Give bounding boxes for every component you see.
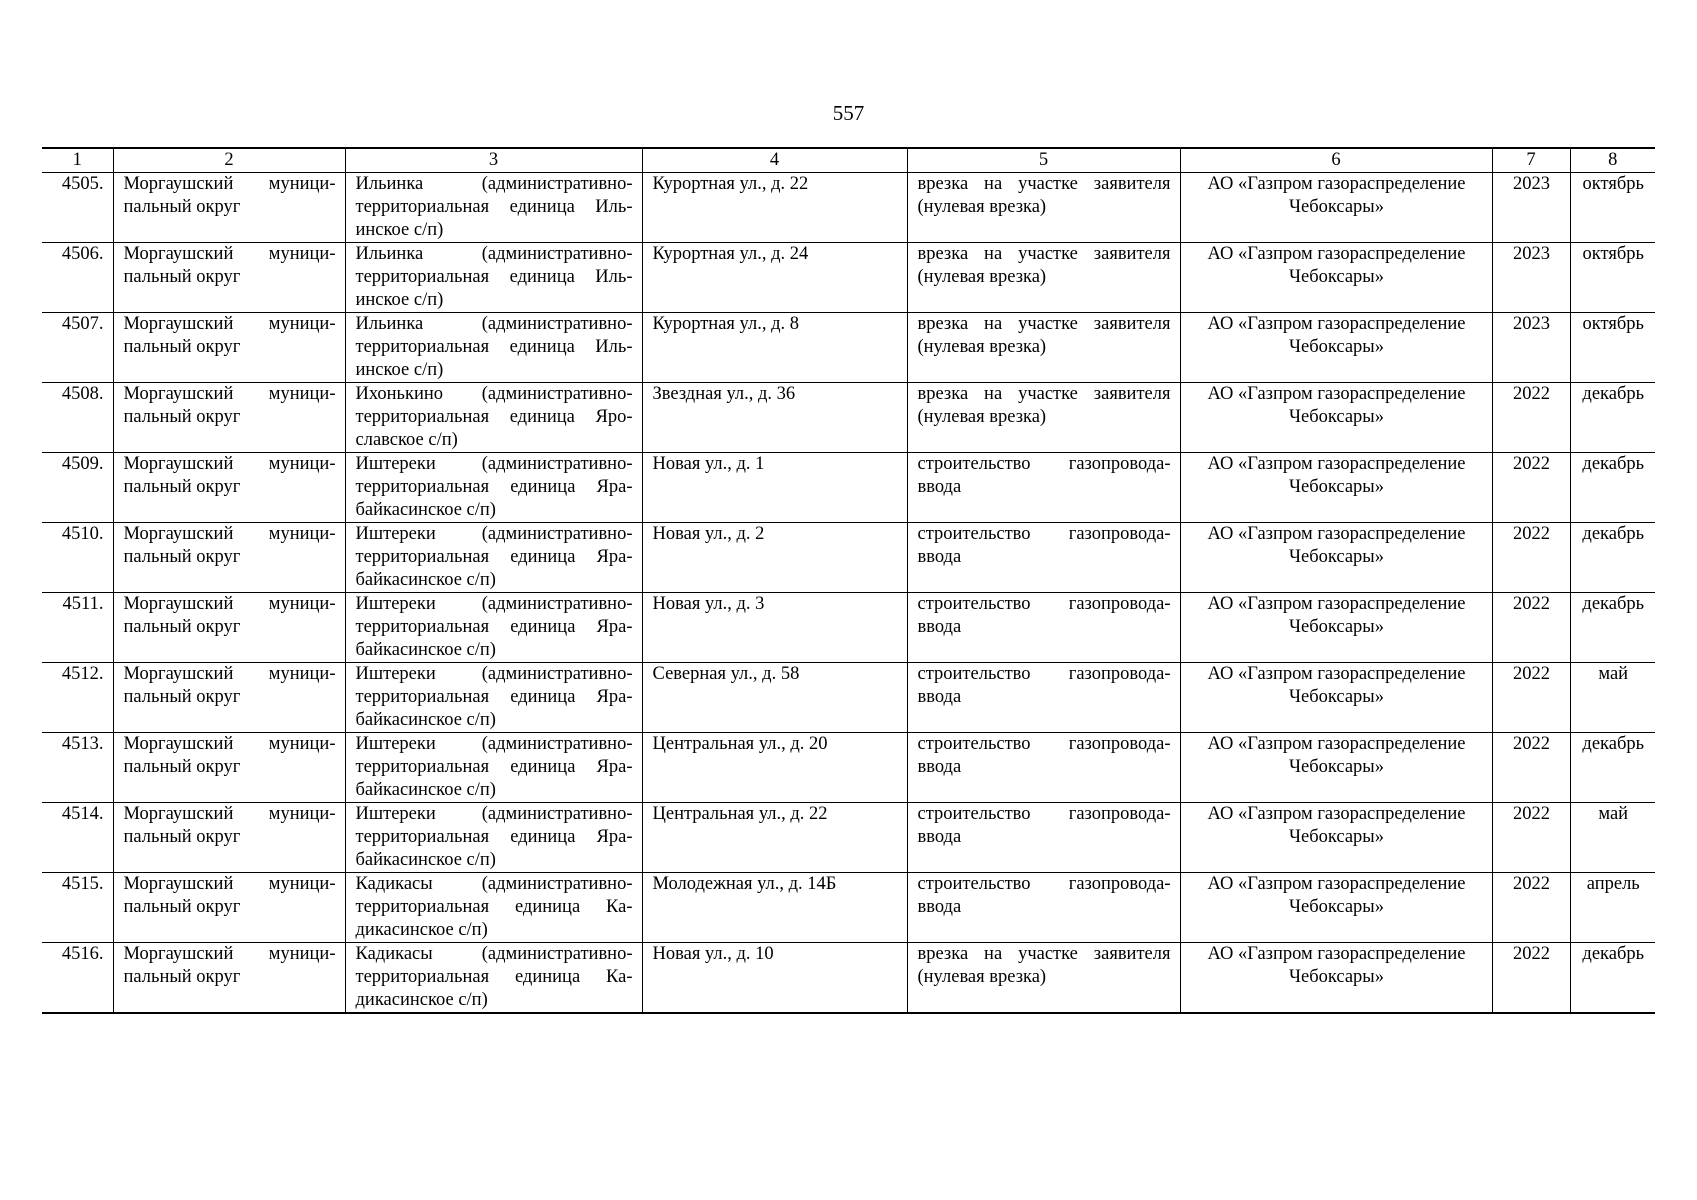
column-number: 5 [907, 148, 1180, 173]
organization-cell: АО «Газпром газораспределение Чебоксары» [1180, 243, 1492, 313]
year-cell: 2022 [1492, 803, 1570, 873]
row-number: 4515. [42, 873, 113, 943]
work-type-cell: строительство газопровода-ввода [907, 873, 1180, 943]
work-type-cell: врезка на участке заявителя (нулевая врезка) [907, 313, 1180, 383]
row-number: 4512. [42, 663, 113, 733]
address-cell: Новая ул., д. 2 [642, 523, 907, 593]
table-row [42, 243, 1655, 313]
address-cell: Новая ул., д. 3 [642, 593, 907, 663]
row-number: 4508. [42, 383, 113, 453]
organization-cell: АО «Газпром газораспределение Чебоксары» [1180, 593, 1492, 663]
table-row [42, 383, 1655, 453]
work-type-cell: строительство газопровода-ввода [907, 733, 1180, 803]
row-number: 4513. [42, 733, 113, 803]
organization-cell: АО «Газпром газораспределение Чебоксары» [1180, 803, 1492, 873]
year-cell: 2022 [1492, 383, 1570, 453]
address-cell: Центральная ул., д. 22 [642, 803, 907, 873]
municipality-cell: Моргаушский муници-пальный округ [113, 173, 345, 243]
month-cell: декабрь [1570, 733, 1655, 803]
table-row [42, 313, 1655, 383]
settlement-cell: Кадикасы (административно-территориальная единица Ка-дикасинское с/п) [345, 873, 642, 943]
row-number: 4505. [42, 173, 113, 243]
column-number: 7 [1492, 148, 1570, 173]
table-row [42, 803, 1655, 873]
settlement-cell: Кадикасы (административно-территориальная единица Ка-дикасинское с/п) [345, 943, 642, 1014]
year-cell: 2022 [1492, 453, 1570, 523]
row-number: 4511. [42, 593, 113, 663]
municipality-cell: Моргаушский муници-пальный округ [113, 663, 345, 733]
column-number: 8 [1570, 148, 1655, 173]
month-cell: декабрь [1570, 523, 1655, 593]
municipality-cell: Моргаушский муници-пальный округ [113, 803, 345, 873]
column-number: 1 [42, 148, 113, 173]
month-cell: декабрь [1570, 943, 1655, 1014]
work-type-cell: строительство газопровода-ввода [907, 523, 1180, 593]
address-cell: Новая ул., д. 1 [642, 453, 907, 523]
address-cell: Звездная ул., д. 36 [642, 383, 907, 453]
work-type-cell: врезка на участке заявителя (нулевая врезка) [907, 383, 1180, 453]
organization-cell: АО «Газпром газораспределение Чебоксары» [1180, 733, 1492, 803]
municipality-cell: Моргаушский муници-пальный округ [113, 383, 345, 453]
municipality-cell: Моргаушский муници-пальный округ [113, 733, 345, 803]
organization-cell: АО «Газпром газораспределение Чебоксары» [1180, 453, 1492, 523]
work-type-cell: врезка на участке заявителя (нулевая врезка) [907, 943, 1180, 1014]
year-cell: 2023 [1492, 173, 1570, 243]
work-type-cell: строительство газопровода-ввода [907, 453, 1180, 523]
settlement-cell: Ихонькино (административно-территориальная единица Яро-славское с/п) [345, 383, 642, 453]
address-cell: Курортная ул., д. 24 [642, 243, 907, 313]
work-type-cell: строительство газопровода-ввода [907, 803, 1180, 873]
table-row [42, 873, 1655, 943]
month-cell: октябрь [1570, 173, 1655, 243]
row-number: 4509. [42, 453, 113, 523]
work-type-cell: врезка на участке заявителя (нулевая врезка) [907, 243, 1180, 313]
table-row [42, 173, 1655, 243]
work-type-cell: строительство газопровода-ввода [907, 593, 1180, 663]
column-number: 3 [345, 148, 642, 173]
month-cell: октябрь [1570, 243, 1655, 313]
column-number: 2 [113, 148, 345, 173]
address-cell: Курортная ул., д. 8 [642, 313, 907, 383]
year-cell: 2022 [1492, 733, 1570, 803]
settlement-cell: Иштереки (административно-территориальная единица Яра-байкасинское с/п) [345, 593, 642, 663]
row-number: 4516. [42, 943, 113, 1014]
year-cell: 2022 [1492, 593, 1570, 663]
page-number: 557 [832, 101, 865, 125]
table-row [42, 453, 1655, 523]
month-cell: декабрь [1570, 383, 1655, 453]
settlement-cell: Иштереки (административно-территориальная единица Яра-байкасинское с/п) [345, 663, 642, 733]
month-cell: май [1570, 803, 1655, 873]
organization-cell: АО «Газпром газораспределение Чебоксары» [1180, 523, 1492, 593]
municipality-cell: Моргаушский муници-пальный округ [113, 453, 345, 523]
municipality-cell: Моргаушский муници-пальный округ [113, 873, 345, 943]
row-number: 4510. [42, 523, 113, 593]
organization-cell: АО «Газпром газораспределение Чебоксары» [1180, 313, 1492, 383]
organization-cell: АО «Газпром газораспределение Чебоксары» [1180, 383, 1492, 453]
table-row [42, 523, 1655, 593]
month-cell: декабрь [1570, 593, 1655, 663]
table-row [42, 593, 1655, 663]
settlement-cell: Ильинка (административно-территориальная единица Иль-инское с/п) [345, 313, 642, 383]
column-number-header-row [42, 148, 1655, 173]
month-cell: октябрь [1570, 313, 1655, 383]
settlement-cell: Иштереки (административно-территориальная единица Яра-байкасинское с/п) [345, 453, 642, 523]
settlement-cell: Ильинка (административно-территориальная единица Иль-инское с/п) [345, 173, 642, 243]
address-cell: Новая ул., д. 10 [642, 943, 907, 1014]
row-number: 4514. [42, 803, 113, 873]
address-cell: Северная ул., д. 58 [642, 663, 907, 733]
year-cell: 2022 [1492, 873, 1570, 943]
table-row [42, 733, 1655, 803]
year-cell: 2022 [1492, 523, 1570, 593]
address-cell: Курортная ул., д. 22 [642, 173, 907, 243]
work-type-cell: врезка на участке заявителя (нулевая врезка) [907, 173, 1180, 243]
municipality-cell: Моргаушский муници-пальный округ [113, 523, 345, 593]
month-cell: апрель [1570, 873, 1655, 943]
work-type-cell: строительство газопровода-ввода [907, 663, 1180, 733]
row-number: 4506. [42, 243, 113, 313]
municipality-cell: Моргаушский муници-пальный округ [113, 313, 345, 383]
row-number: 4507. [42, 313, 113, 383]
month-cell: декабрь [1570, 453, 1655, 523]
address-cell: Молодежная ул., д. 14Б [642, 873, 907, 943]
year-cell: 2022 [1492, 663, 1570, 733]
settlement-cell: Иштереки (административно-территориальная единица Яра-байкасинское с/п) [345, 733, 642, 803]
year-cell: 2023 [1492, 313, 1570, 383]
organization-cell: АО «Газпром газораспределение Чебоксары» [1180, 663, 1492, 733]
settlement-cell: Иштереки (административно-территориальная единица Яра-байкасинское с/п) [345, 523, 642, 593]
municipality-cell: Моргаушский муници-пальный округ [113, 943, 345, 1014]
year-cell: 2023 [1492, 243, 1570, 313]
organization-cell: АО «Газпром газораспределение Чебоксары» [1180, 173, 1492, 243]
column-number: 6 [1180, 148, 1492, 173]
settlement-cell: Ильинка (административно-территориальная единица Иль-инское с/п) [345, 243, 642, 313]
table-row [42, 663, 1655, 733]
address-cell: Центральная ул., д. 20 [642, 733, 907, 803]
municipality-cell: Моргаушский муници-пальный округ [113, 243, 345, 313]
year-cell: 2022 [1492, 943, 1570, 1014]
month-cell: май [1570, 663, 1655, 733]
organization-cell: АО «Газпром газораспределение Чебоксары» [1180, 873, 1492, 943]
table-row [42, 943, 1655, 1014]
municipality-cell: Моргаушский муници-пальный округ [113, 593, 345, 663]
settlement-cell: Иштереки (административно-территориальная единица Яра-байкасинское с/п) [345, 803, 642, 873]
gas-connection-table [42, 147, 1655, 1014]
organization-cell: АО «Газпром газораспределение Чебоксары» [1180, 943, 1492, 1014]
column-number: 4 [642, 148, 907, 173]
